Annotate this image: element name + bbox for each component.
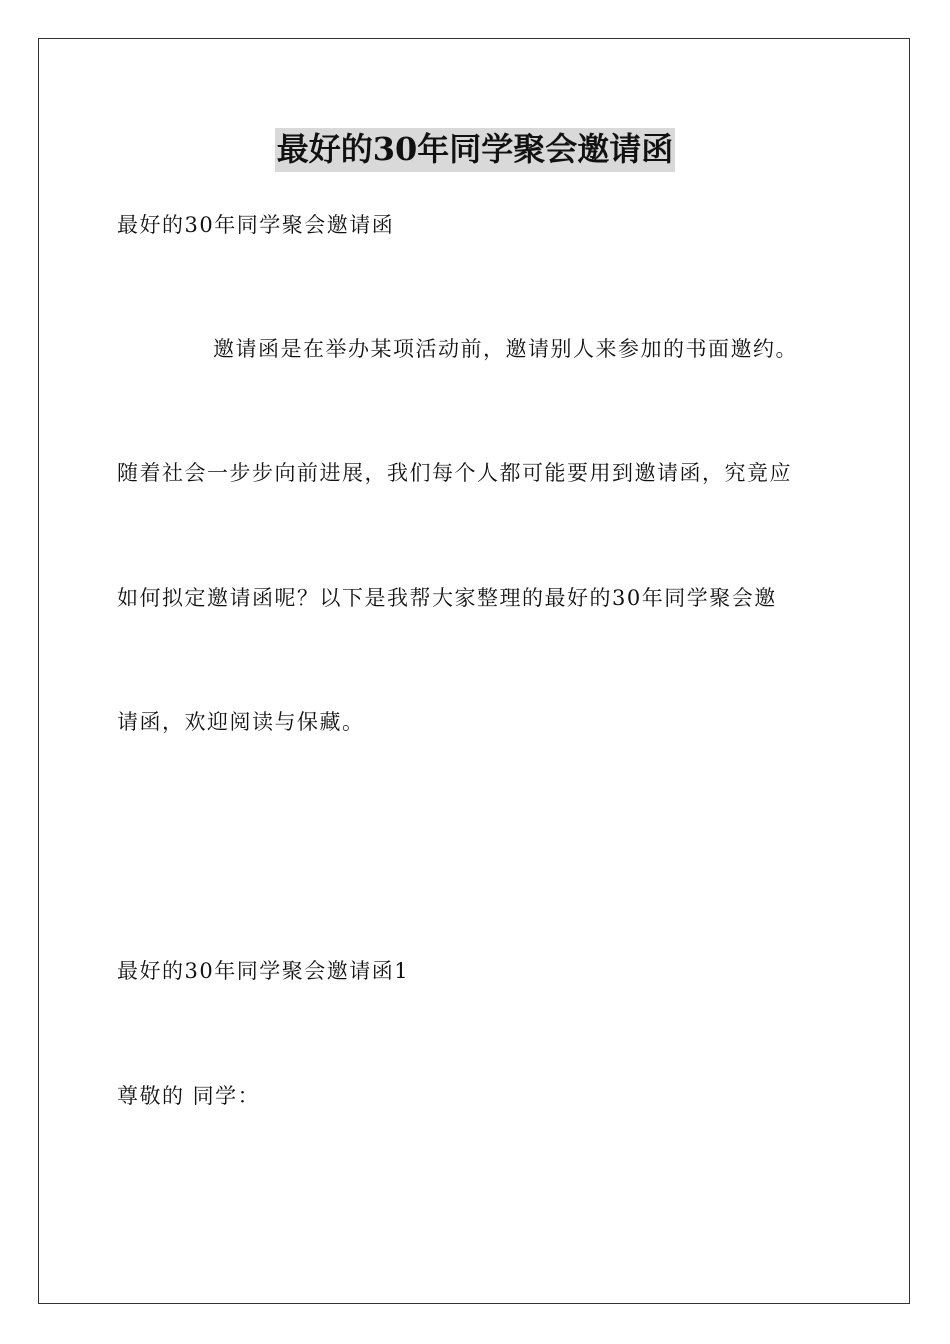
document-title: 最好的30年同学聚会邀请函 [275, 128, 676, 172]
intro-line-4: 请函，欢迎阅读与保藏。 [117, 710, 365, 734]
section-heading: 最好的30年同学聚会邀请函1 [117, 959, 410, 983]
salutation: 尊敬的 同学： [117, 1084, 261, 1108]
subtitle-line: 最好的30年同学聚会邀请函 [117, 213, 395, 237]
title-container [0, 128, 950, 172]
intro-line-3: 如何拟定邀请函呢？以下是我帮大家整理的最好的30年同学聚会邀 [117, 586, 777, 610]
intro-line-2: 随着社会一步步向前进展，我们每个人都可能要用到邀请函，究竟应 [117, 461, 792, 485]
intro-line-1: 邀请函是在举办某项活动前，邀请别人来参加的书面邀约。 [213, 337, 798, 361]
